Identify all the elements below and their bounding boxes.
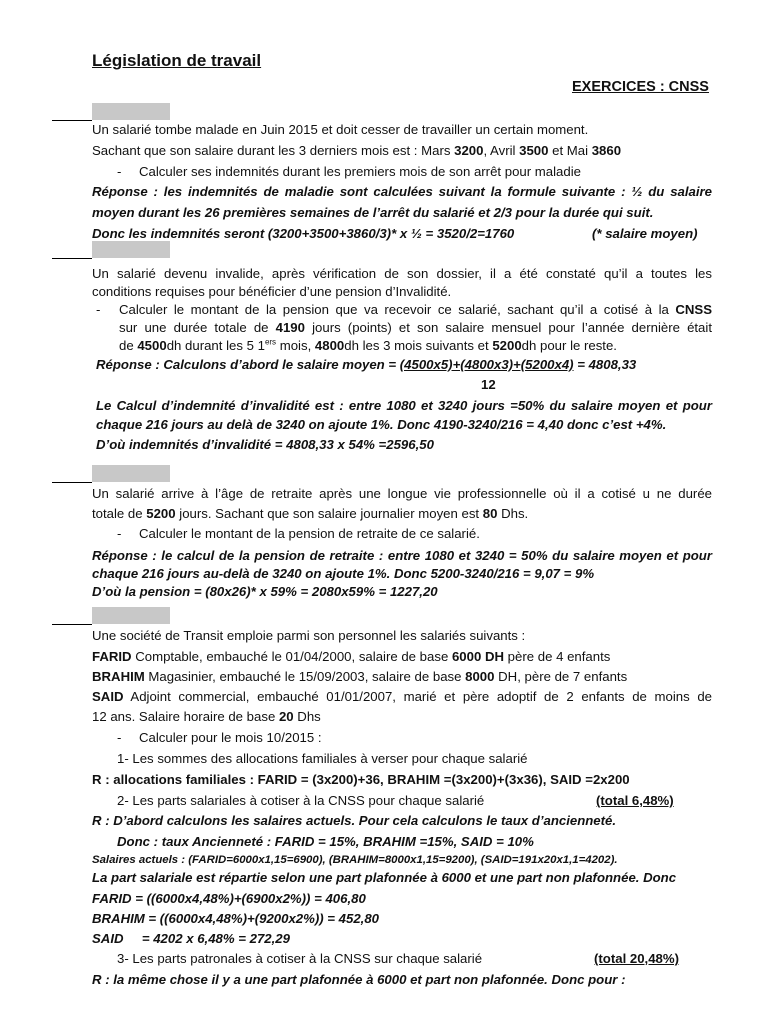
ex4-question-1: 1- Les sommes des allocations familiales à verser pour chaque salarié [117,751,528,766]
ex1-answer-3: Donc les indemnités seront (3200+3500+3860/3)* x ½ = 3520/2=1760 [92,226,515,241]
ex2-answer-2: Le Calcul d’indemnité d’invalidité est : entre 1080 et 3240 jours =50% du salaire moyen et pour [96,398,712,413]
ex4-answer-9: R : la même chose il y a une part plafonnée à 6000 et part non plafonnée. Donc pour : [92,972,626,987]
ex4-answer-1: R : allocations familiales : FARID = (3x200)+36, BRAHIM =(3x200)+(3x36), SAID =2x200 [92,772,630,787]
ex4-answer-3: Donc : taux Ancienneté : FARID = 15%, BRAHIM =15%, SAID = 10% [117,834,534,849]
ex1-question: Calculer ses indemnités durant les premiers mois de son arrêt pour maladie [139,164,581,179]
ex2-answer-4: D’où indemnités d’invalidité = 4808,33 x 54% =2596,50 [96,437,434,452]
bullet: - [117,730,122,745]
exercise-2-header [92,241,170,258]
ex3-text-1: Un salarié arrive à l’âge de retraite après une longue vie professionnelle où il a cotisé u ne durée [92,486,712,501]
ex4-brahim: BRAHIM Magasinier, embauché le 15/09/2003, salaire de base 8000 DH, père de 7 enfants [92,669,628,684]
ex1-answer-1: Réponse : les indemnités de maladie sont calculées suivant la formule suivante : ½ du salaire [92,184,712,199]
ex4-said: SAID Adjoint commercial, embauché 01/01/2007, marié et père adoptif de 2 enfants de moins de [92,689,712,704]
ex3-text-2: totale de 5200 jours. Sachant que son salaire journalier moyen est 80 Dhs. [92,506,529,521]
ex2-divisor: 12 [481,377,496,392]
ex4-question-3-total: (total 20,48%) [594,951,680,966]
ex2-question-1: Calculer le montant de la pension que va recevoir ce salarié, sachant qu’il a cotisé à la CNSS [119,302,712,317]
document-title: Législation de travail [92,51,262,70]
ex1-text: Un salarié tombe malade en Juin 2015 et doit cesser de travailler un certain moment. [92,122,589,137]
section-rule [52,624,92,625]
ex4-answer-2: R : D’abord calculons les salaires actuels. Pour cela calculons le taux d’ancienneté. [92,813,617,828]
ex2-question-3: de 4500dh durant les 5 1ers mois, 4800dh les 3 mois suivants et 5200dh pour le reste. [119,337,617,353]
ex4-question-2: 2- Les parts salariales à cotiser à la CNSS pour chaque salarié [117,793,485,808]
ex2-text-1: Un salarié devenu invalide, après vérification de son dossier, il a été constaté qu’il a toutes les [92,266,712,281]
ex4-answer-5: La part salariale est répartie selon une part plafonnée à 6000 et une part non plafonnée. Donc [92,870,677,885]
document-subtitle: EXERCICES : CNSS [572,79,709,95]
bullet: - [117,164,122,179]
ex2-question-2: sur une durée totale de 4190 jours (points) et son salaire mensuel pour l’année dernière était [119,320,712,335]
ex3-answer-3: D’où la pension = (80x26)* x 59% = 2080x59% = 1227,20 [92,584,438,599]
ex4-answer-4: Salaires actuels : (FARID=6000x1,15=6900), (BRAHIM=8000x1,15=9200), (SAID=191x20x1,1=4202). [92,854,618,866]
section-rule [52,120,92,121]
ex4-answer-6: FARID = ((6000x4,48%)+(6900x2%)) = 406,80 [92,891,366,906]
exercise-1-header [92,103,170,120]
ex2-answer-1: Réponse : Calculons d’abord le salaire moyen = (4500x5)+(4800x3)+(5200x4) = 4808,33 [96,357,637,372]
ex4-answer-7: BRAHIM = ((6000x4,48%)+(9200x2%)) = 452,80 [92,911,379,926]
ex3-question: Calculer le montant de la pension de retraite de ce salarié. [139,526,480,541]
exercise-4-header [92,607,170,624]
section-rule [52,258,92,259]
ex3-answer-2: chaque 216 jours au-delà de 3240 on ajoute 1%. Donc 5200-3240/216 = 9,07 = 9% [92,566,595,581]
ex4-farid: FARID Comptable, embauché le 01/04/2000, salaire de base 6000 DH père de 4 enfants [92,649,611,664]
ex1-answer-2: moyen durant les 26 premières semaines de l’arrêt du salarié et 2/3 pour la durée qui suit. [92,205,654,220]
ex4-question-2-total: (total 6,48%) [596,793,674,808]
ex4-said-2: 12 ans. Salaire horaire de base 20 Dhs [92,709,321,724]
ex4-text: Une société de Transit emploie parmi son personnel les salariés suivants : [92,628,526,643]
section-rule [52,482,92,483]
ex2-text-2: conditions requises pour bénéficier d’une pension d’Invalidité. [92,284,452,299]
ex3-answer-1: Réponse : le calcul de la pension de retraite : entre 1080 et 3240 = 50% du salaire moyen et pour [92,548,712,563]
exercise-3-header [92,465,170,482]
ex1-salary-line: Sachant que son salaire durant les 3 derniers mois est : Mars 3200, Avril 3500 et Mai 3860 [92,143,622,158]
ex4-question-3: 3- Les parts patronales à cotiser à la CNSS sur chaque salarié [117,951,483,966]
bullet: - [96,302,101,317]
ex2-answer-3: chaque 216 jours au delà de 3240 on ajoute 1%. Donc 4190-3240/216 = 4,40 donc c’est +4%. [96,417,667,432]
bullet: - [117,526,122,541]
ex4-answer-8: SAID = 4202 x 6,48% = 272,29 [92,931,290,946]
ex4-question: Calculer pour le mois 10/2015 : [139,730,322,745]
ex1-answer-note: (* salaire moyen) [592,226,698,241]
